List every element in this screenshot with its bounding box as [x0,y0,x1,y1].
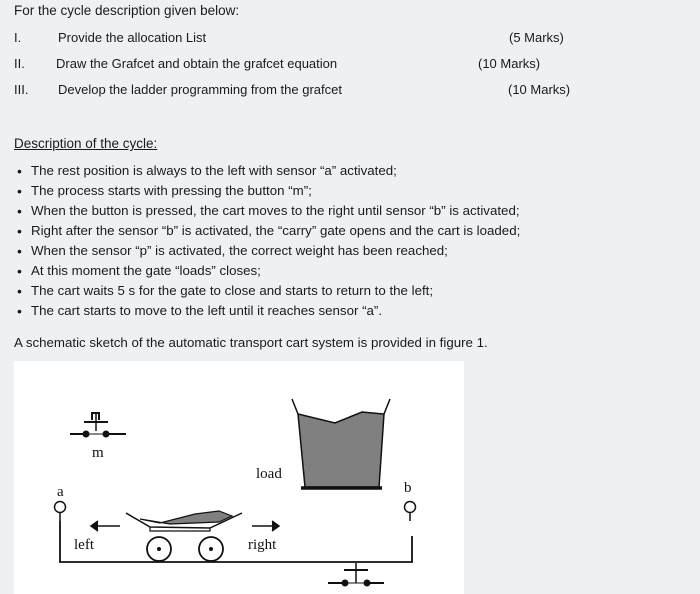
label-b: b [404,480,412,496]
task-text: Provide the allocation List [58,30,207,45]
label-load: load [256,466,282,482]
label-left: left [74,537,94,553]
cart-track-line [60,521,412,562]
task-number: III. [14,82,29,97]
task-number: II. [14,56,25,71]
push-button-m-symbol [70,413,126,437]
cart-system-figure [14,361,464,594]
right-arrow-icon [252,521,279,531]
list-item: • When the sensor “p” is activated, the correct weight has been reached; [14,241,520,261]
list-item: • At this moment the gate “loads” closes; [14,261,520,281]
cart-system-schematic [14,361,464,594]
task-marks: (10 Marks) [508,82,571,97]
description-title: Description of the cycle: [14,136,158,151]
list-item: • When the button is pressed, the cart moves to the right until sensor “b” is activated; [14,201,520,221]
list-item: • The process starts with pressing the button “m”; [14,181,520,201]
list-item: • The rest position is always to the left with sensor “a” activated; [14,161,520,181]
sensor-a-symbol [55,502,66,522]
cart-wheel [147,537,171,561]
sensor-b-symbol [405,502,416,522]
task-row [0,82,700,102]
transport-cart [126,511,242,531]
label-a: a [57,484,64,500]
cart-wheel [199,537,223,561]
task-number: I. [14,30,22,45]
load-hopper [292,399,390,488]
task-text: Draw the Grafcet and obtain the grafcet equation [56,56,338,71]
weight-sensor-p-symbol [328,563,384,586]
list-item: • The cart starts to move to the left until it reaches sensor “a”. [14,301,520,321]
task-row [0,56,700,76]
figure-caption-text: A schematic sketch of the automatic transport cart system is provided in figure 1. [14,335,488,350]
task-marks: (5 Marks) [509,30,564,45]
task-row [0,30,700,50]
list-item: • The cart waits 5 s for the gate to close and starts to return to the left; [14,281,520,301]
label-m: m [92,445,104,461]
task-marks: (10 Marks) [478,56,541,71]
cycle-steps-list [14,161,520,321]
intro-text: For the cycle description given below: [14,3,240,18]
task-text: Develop the ladder programming from the grafcet [58,82,342,97]
left-arrow-icon [91,521,120,531]
list-item: • Right after the sensor “b” is activated, the “carry” gate opens and the cart is loaded; [14,221,520,241]
label-right: right [248,537,277,553]
